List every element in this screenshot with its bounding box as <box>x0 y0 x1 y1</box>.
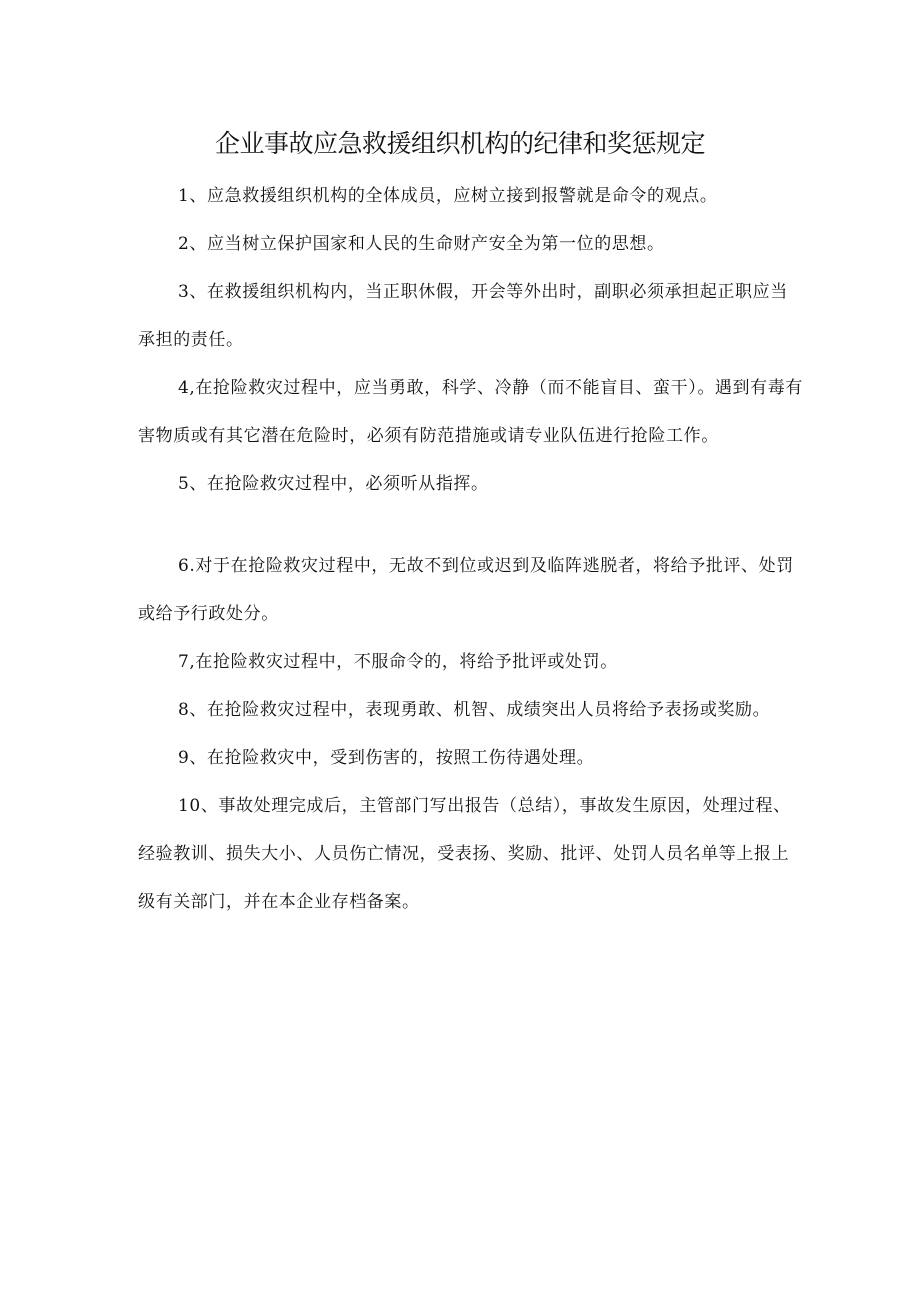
document-body <box>138 172 803 926</box>
paragraph-5: 5、在抢险救灾过程中，必须听从指挥。 <box>178 474 489 494</box>
paragraph-2: 2、应当树立保护国家和人民的生命财产安全为第一位的思想。 <box>178 234 665 254</box>
document-title: 企业事故应急救援组织机构的纪律和奖惩规定 <box>214 129 705 158</box>
paragraph-1: 1、应急救援组织机构的全体成员，应树立接到报警就是命令的观点。 <box>178 186 718 206</box>
paragraph-7: 7,在抢险救灾过程中，不服命令的，将给予批评或处罚。 <box>178 652 618 672</box>
paragraph-3: 3、在救援组织机构内，当正职休假，开会等外出时，副职必须承担起正职应当承担的责任。 <box>138 282 788 350</box>
paragraph-9: 9、在抢险救灾中，受到伤害的，按照工伤待遇处理。 <box>178 748 595 768</box>
paragraph-10: 10、事故处理完成后，主管部门写出报告（总结），事故发生原因，处理过程、经验教训、损失大小、人员伤亡情况，受表扬、奖励、批评、处罚人员名单等上报上级有关部门，并在本企业存档备案。 <box>138 796 791 912</box>
paragraph-6: 6.对于在抢险救灾过程中，无故不到位或迟到及临阵逃脱者，将给予批评、处罚或给予行政处分。 <box>138 556 794 624</box>
paragraph-4: 4,在抢险救灾过程中，应当勇敢，科学、冷静（而不能盲目、蛮干）。遇到有毒有害物质或有其它潜在危险时，必须有防范措施或请专业队伍进行抢险工作。 <box>138 378 803 446</box>
paragraph-8: 8、在抢险救灾过程中，表现勇敢、机智、成绩突出人员将给予表扬或奖励。 <box>178 700 771 720</box>
